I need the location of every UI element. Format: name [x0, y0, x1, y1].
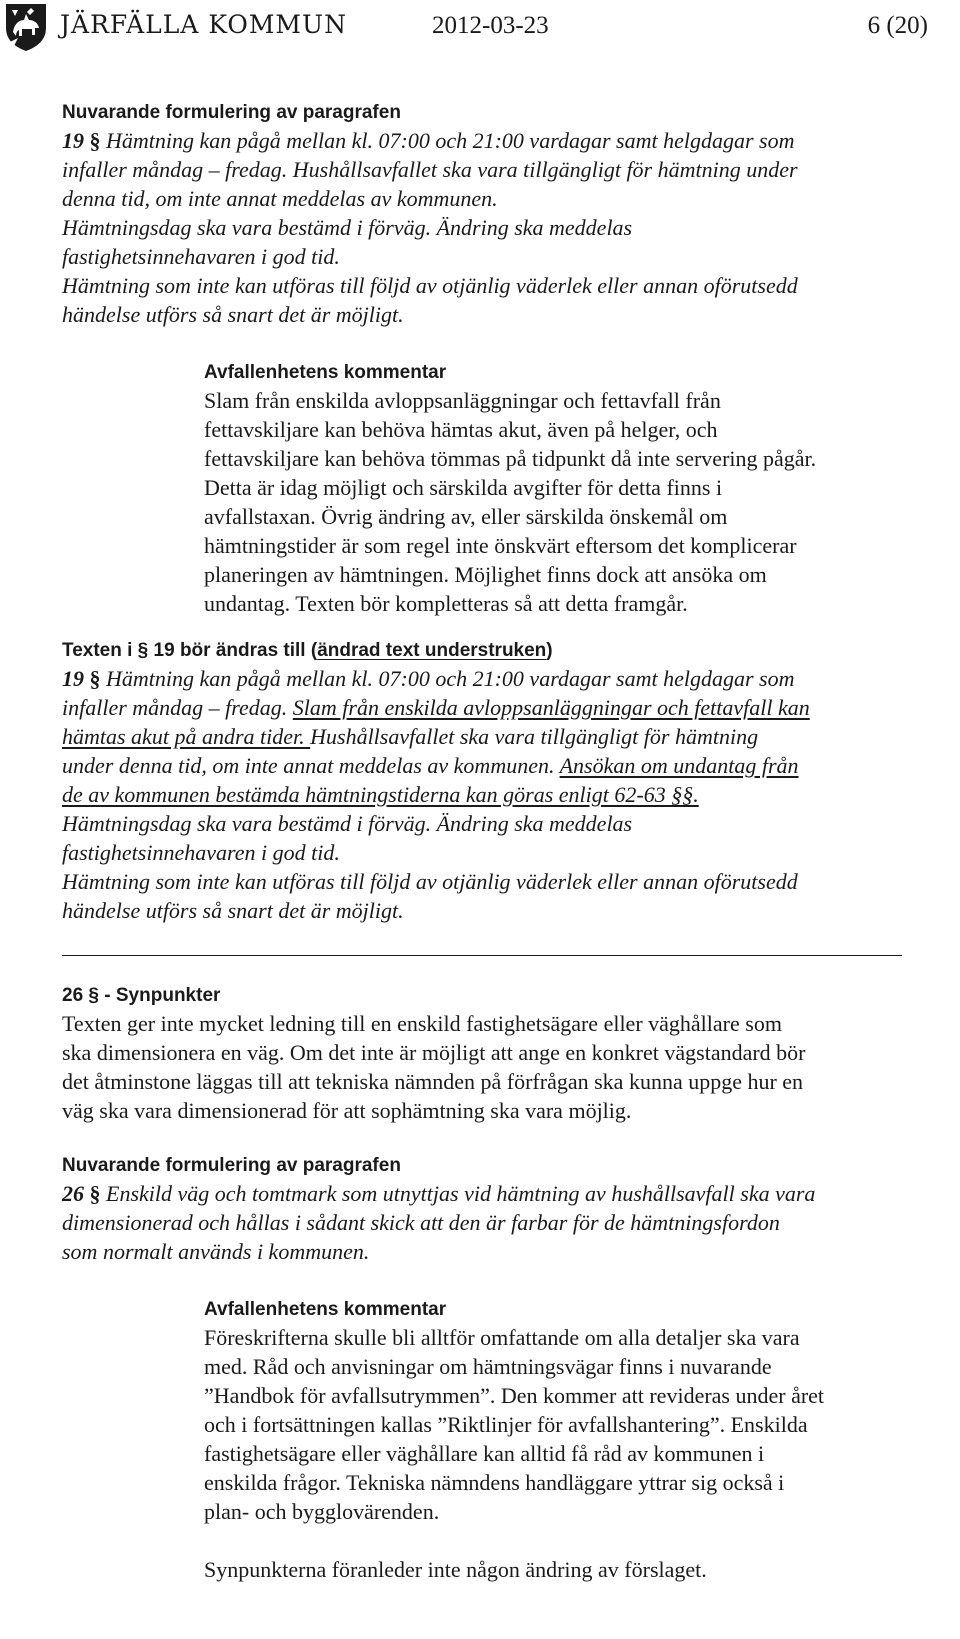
section-sign: § — [89, 666, 101, 691]
comment-heading: Avfallenhetens kommentar — [204, 1299, 447, 1320]
section-sign: § — [89, 128, 101, 153]
section-sign: § — [137, 640, 149, 661]
comment-line: Slam från enskilda avloppsanläggningar och fettavfall från — [204, 388, 721, 413]
section19-change-line: Hämtning som inte kan utföras till följd av otjänlig väderlek eller annan oförutsedd — [62, 869, 798, 894]
section19-change-line: händelse utförs så snart det är möjligt. — [62, 898, 404, 923]
paragraph-text: under denna tid, om inte annat meddelas av kommunen. — [62, 753, 560, 778]
heading-text: Texten i — [62, 640, 138, 661]
section19-change-heading — [62, 638, 952, 664]
section19-current-line: fastighetsinnehavaren i god tid. — [62, 244, 340, 269]
section19-change-line — [62, 722, 952, 751]
paragraph-text: Hämtning kan pågå mellan kl. 07:00 och 21:00 vardagar samt helgdagar som — [106, 128, 795, 153]
document-body — [62, 100, 952, 1584]
comment-line: undantag. Texten bör kompletteras så att detta framgår. — [204, 591, 688, 616]
section26-current-heading: Nuvarande formulering av paragrafen — [62, 1155, 401, 1176]
section26-current-line: som normalt används i kommunen. — [62, 1239, 370, 1264]
page-number: 6 (20) — [867, 12, 928, 39]
section19-current-line: händelse utförs så snart det är möjligt. — [62, 302, 404, 327]
comment-block-2 — [204, 1297, 952, 1584]
paragraph-number: 19 — [62, 666, 84, 691]
paragraph-number: 26 — [62, 1181, 84, 1206]
section19-current-heading: Nuvarande formulering av paragrafen — [62, 102, 401, 123]
comment-line: Föreskrifterna skulle bli alltför omfattande om alla detaljer ska vara — [204, 1325, 800, 1350]
municipality-crest-icon — [4, 2, 48, 52]
section-divider — [62, 955, 902, 956]
added-text: Slam från enskilda avloppsanläggningar och fettavfall kan — [292, 695, 810, 720]
organization-name: JÄRFÄLLA KOMMUN — [60, 10, 347, 39]
comment-heading: Avfallenhetens kommentar — [204, 362, 447, 383]
section19-change-line: fastighetsinnehavaren i god tid. — [62, 840, 340, 865]
section19-change-line — [62, 664, 952, 693]
comment-line: fastighetsägare eller väghållare kan alltid få råd av kommunen i — [204, 1441, 765, 1466]
heading-text: ) — [546, 640, 553, 661]
section19-change-line — [62, 751, 952, 780]
comment-line: Detta är idag möjligt och särskilda avgifter för detta finns i — [204, 475, 723, 500]
section26-line: Texten ger inte mycket ledning till en enskild fastighetsägare eller väghållare som — [62, 1011, 782, 1036]
heading-text: - Synpunkter — [99, 985, 221, 1006]
paragraph-text: Enskild väg och tomtmark som utnyttjas vid hämtning av hushållsavfall ska vara — [106, 1181, 816, 1206]
section-sign: § — [88, 985, 99, 1006]
section26-line: det åtminstone läggas till att tekniska nämnden på förfrågan ska kunna uppge hur en — [62, 1069, 804, 1094]
comment-line: fettavskiljare kan behöva tömmas på tidpunkt då inte servering pågår. — [204, 446, 817, 471]
comment-line: avfallstaxan. Övrig ändring av, eller särskilda önskemål om — [204, 504, 728, 529]
comment-line: plan- och bygglovärenden. — [204, 1499, 440, 1524]
comment-line: med. Råd och anvisningar om hämtningsvägar finns i nuvarande — [204, 1354, 772, 1379]
comment-line: fettavskiljare kan behöva hämtas akut, även på helger, och — [204, 417, 718, 442]
section26-current-line — [62, 1179, 952, 1208]
heading-text: 26 — [62, 985, 89, 1006]
section26-line: väg ska vara dimensionerad för att sophämtning ska vara möjlig. — [62, 1098, 632, 1123]
section19-current-line: Hämtningsdag ska vara bestämd i förväg. Ändring ska meddelas — [62, 215, 633, 240]
document-date: 2012-03-23 — [432, 12, 549, 39]
comment-conclusion: Synpunkterna föranleder inte någon ändring av förslaget. — [204, 1557, 707, 1582]
comment-line: enskilda frågor. Tekniska nämndens handläggare yttrar sig också i — [204, 1470, 785, 1495]
paragraph-text: infaller måndag – fredag. — [62, 695, 293, 720]
comment-block-1 — [204, 360, 952, 618]
paragraph-text: Hushållsavfallet ska vara tillgängligt för hämtning — [310, 724, 759, 749]
section26-heading — [62, 983, 952, 1009]
section19-current-line — [62, 126, 952, 155]
added-text: de av kommunen bestämda hämtningstiderna kan göras enligt 62-63 §§. — [62, 782, 699, 807]
paragraph-text: Hämtning kan pågå mellan kl. 07:00 och 21:00 vardagar samt helgdagar som — [106, 666, 795, 691]
section-sign: § — [89, 1181, 101, 1206]
section19-change-line — [62, 693, 952, 722]
section19-change-line — [62, 780, 952, 809]
section26-line: ska dimensionera en väg. Om det inte är möjligt att ange en konkret vägstandard bör — [62, 1040, 806, 1065]
section26-current-line: dimensionerad och hållas i sådant skick att den är farbar för de hämtningsfordon — [62, 1210, 780, 1235]
page-header — [0, 0, 960, 56]
section19-change-line: Hämtningsdag ska vara bestämd i förväg. Ändring ska meddelas — [62, 811, 633, 836]
heading-underlined: ändrad text understruken — [317, 640, 547, 661]
section19-current-line: denna tid, om inte annat meddelas av kommunen. — [62, 186, 498, 211]
comment-line: hämtningstider är som regel inte önskvärt eftersom det komplicerar — [204, 533, 797, 558]
comment-line: ”Handbok för avfallsutrymmen”. Den kommer att revideras under året — [204, 1383, 825, 1408]
heading-text: 19 bör ändras till ( — [148, 640, 318, 661]
added-text: Ansökan om undantag från — [559, 753, 799, 778]
added-text: hämtas akut på andra tider. — [62, 724, 311, 749]
comment-line: och i fortsättningen kallas ”Riktlinjer för avfallshantering”. Enskilda — [204, 1412, 808, 1437]
section19-current-line: Hämtning som inte kan utföras till följd av otjänlig väderlek eller annan oförutsedd — [62, 273, 798, 298]
comment-line: planeringen av hämtningen. Möjlighet finns dock att ansöka om — [204, 562, 767, 587]
section19-current-line: infaller måndag – fredag. Hushållsavfallet ska vara tillgängligt för hämtning under — [62, 157, 798, 182]
paragraph-number: 19 — [62, 128, 84, 153]
